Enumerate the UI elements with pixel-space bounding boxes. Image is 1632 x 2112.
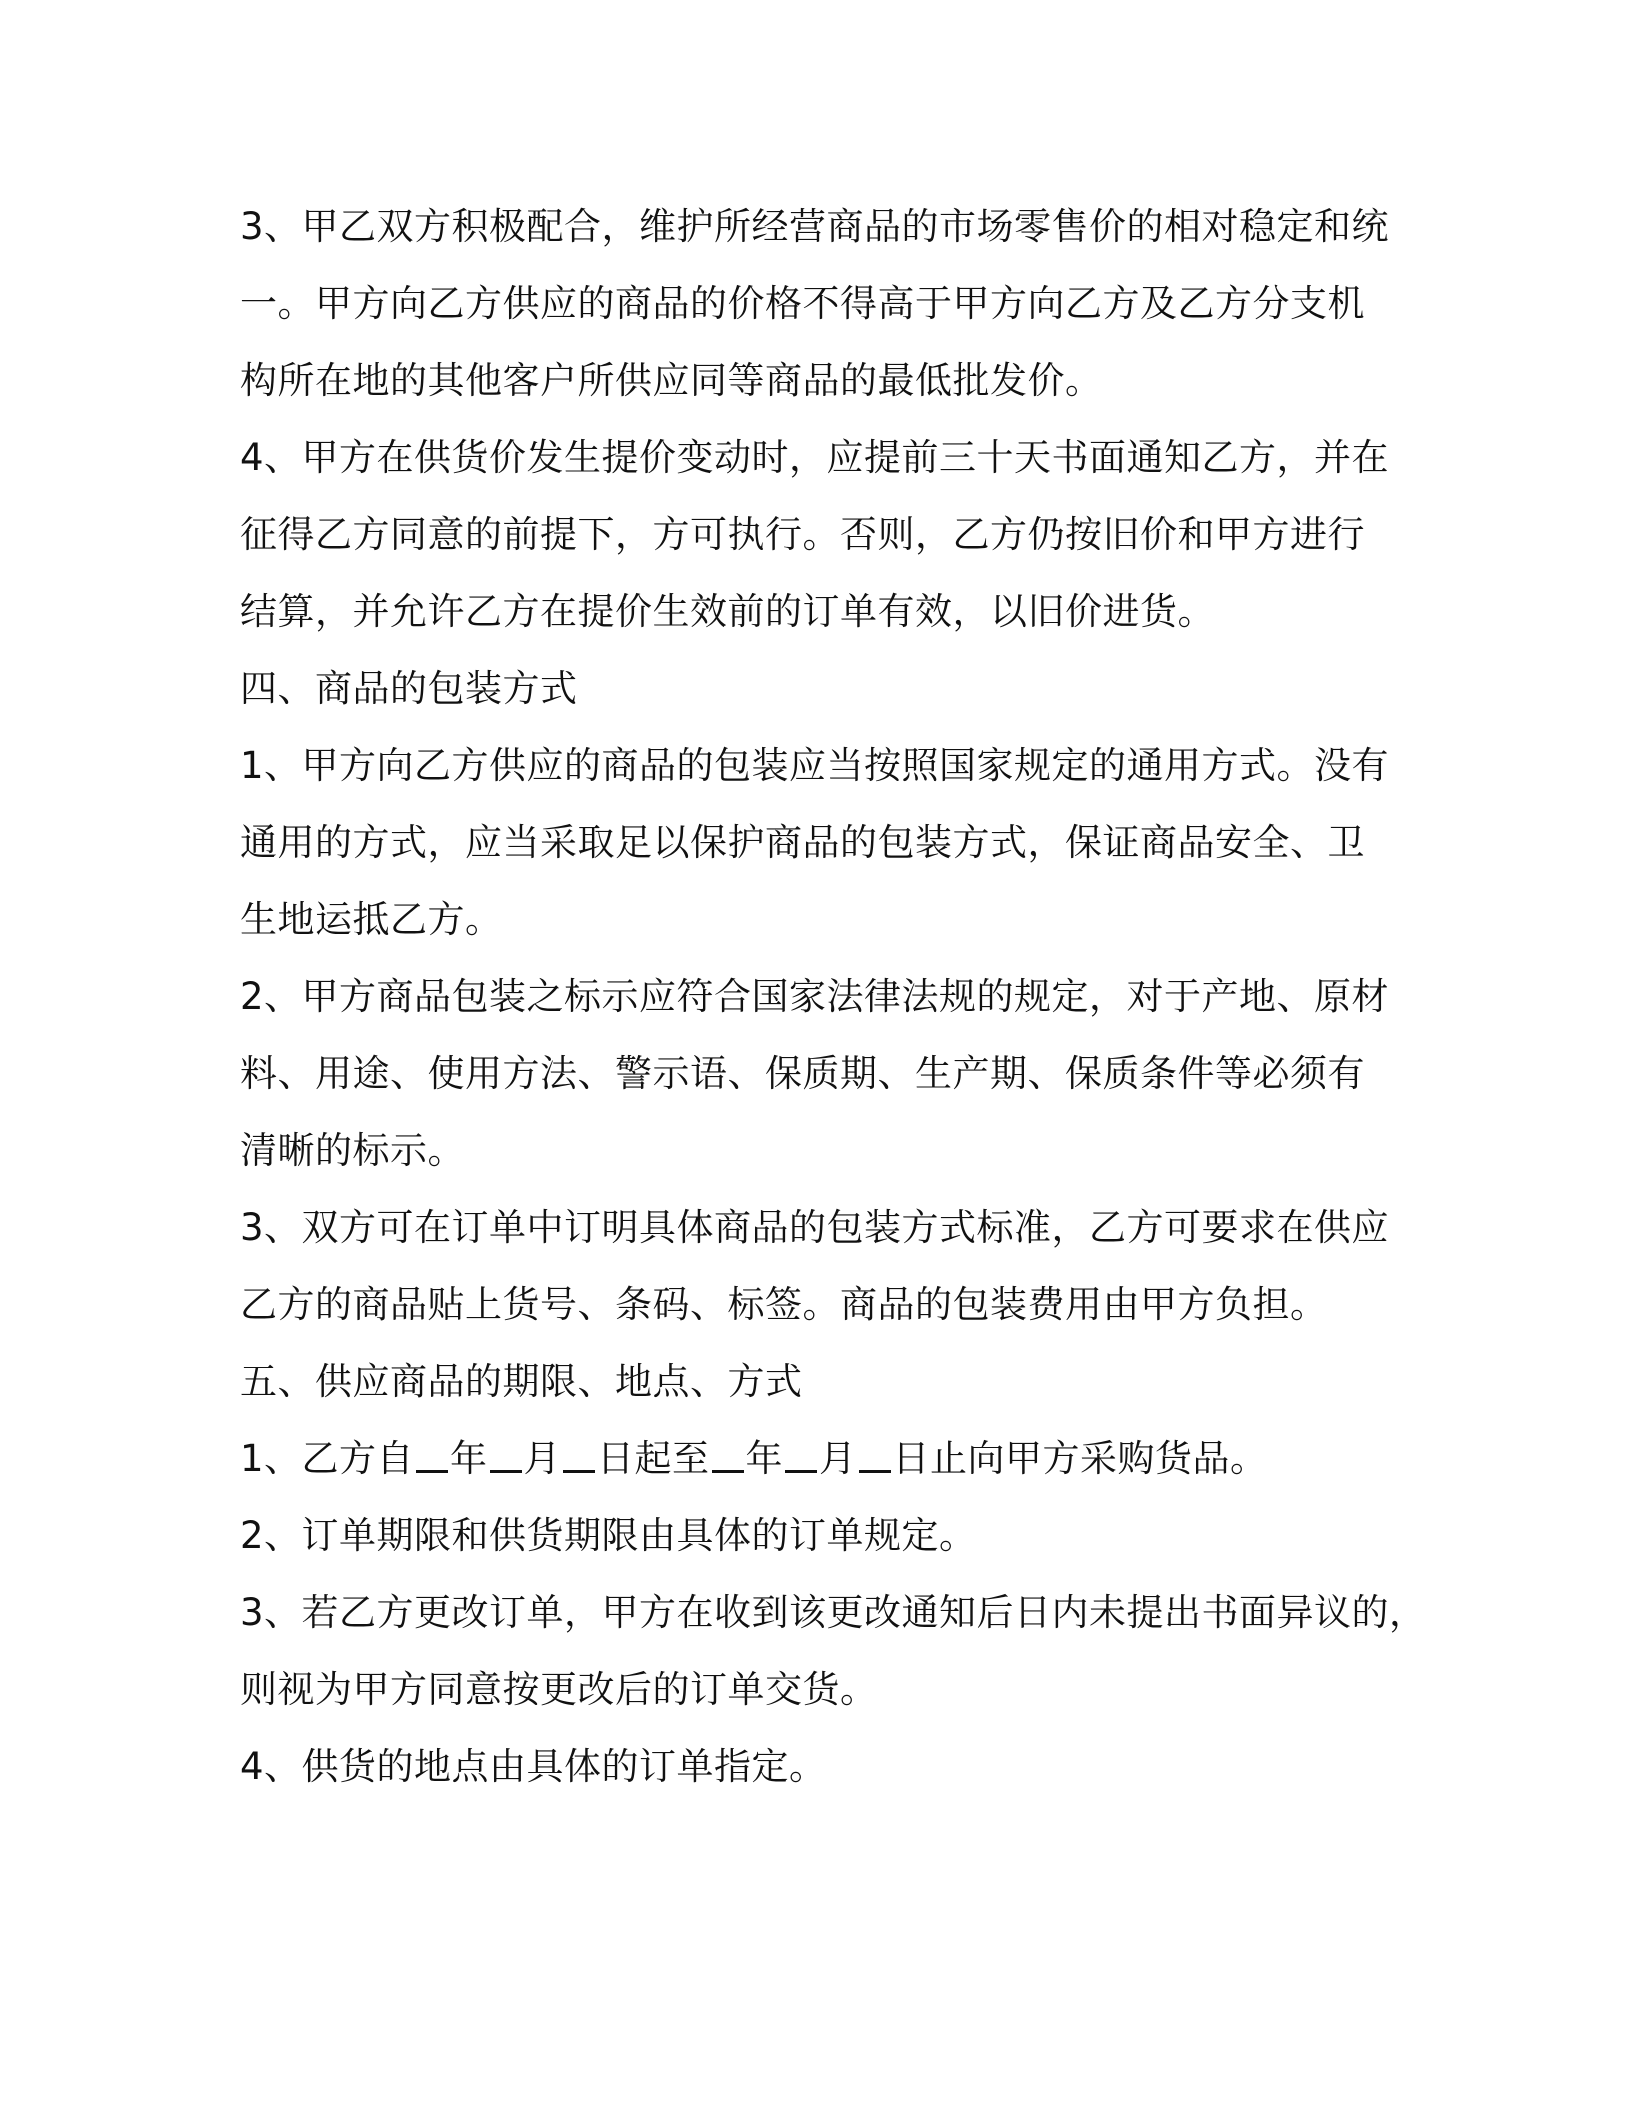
paragraph-line: 乙方的商品贴上货号、条码、标签。商品的包装费用由甲方负担。 [240, 1283, 1328, 1326]
paragraph-line: 4、甲方在供货价发生提价变动时，应提前三十天书面通知乙方，并在 [240, 436, 1390, 479]
paragraph-line: 2、订单期限和供货期限由具体的订单规定。 [240, 1514, 977, 1557]
paragraph-line: 1、甲方向乙方供应的商品的包装应当按照国家规定的通用方式。没有 [240, 744, 1390, 787]
section-heading: 四、商品的包装方式 [240, 667, 578, 710]
date-line-text: 日止向甲方采购货品。 [892, 1437, 1268, 1480]
paragraph-line: 征得乙方同意的前提下，方可执行。否则，乙方仍按旧价和甲方进行 [240, 513, 1365, 556]
paragraph-line: 料、用途、使用方法、警示语、保质期、生产期、保质条件等必须有 [240, 1052, 1365, 1095]
day-blank [563, 1440, 595, 1473]
date-line-text: 月 [523, 1437, 562, 1480]
date-line-text: 1、乙方自 [240, 1437, 415, 1480]
date-line-text: 日起至 [597, 1437, 710, 1480]
month-blank [490, 1440, 522, 1473]
document-body [240, 188, 1427, 1805]
paragraph-line: 则视为甲方同意按更改后的订单交货。 [240, 1668, 878, 1711]
paragraph-line: 2、甲方商品包装之标示应符合国家法律法规的规定，对于产地、原材 [240, 975, 1390, 1018]
paragraph-line: 通用的方式，应当采取足以保护商品的包装方式，保证商品安全、卫 [240, 821, 1365, 864]
date-line-text: 年 [745, 1437, 784, 1480]
paragraph-line: 清晰的标示。 [240, 1129, 465, 1172]
paragraph-line: 构所在地的其他客户所供应同等商品的最低批发价。 [240, 359, 1103, 402]
paragraph-line: 一。甲方向乙方供应的商品的价格不得高于甲方向乙方及乙方分支机 [240, 282, 1365, 325]
day-blank [859, 1440, 891, 1473]
paragraph-line: 3、若乙方更改订单，甲方在收到该更改通知后日内未提出书面异议的， [240, 1591, 1427, 1634]
date-line-text: 月 [819, 1437, 857, 1480]
paragraph-line: 3、双方可在订单中订明具体商品的包装方式标准，乙方可要求在供应 [240, 1206, 1390, 1249]
paragraph-line: 4、供货的地点由具体的订单指定。 [240, 1745, 827, 1788]
paragraph-line: 3、甲乙双方积极配合，维护所经营商品的市场零售价的相对稳定和统 [240, 205, 1390, 248]
month-blank [785, 1440, 817, 1473]
paragraph-line: 生地运抵乙方。 [240, 898, 503, 941]
date-range-line [240, 1420, 1400, 1497]
year-blank [416, 1440, 448, 1473]
date-line-text: 年 [450, 1437, 488, 1480]
year-blank [712, 1440, 744, 1473]
paragraph-line: 结算，并允许乙方在提价生效前的订单有效，以旧价进货。 [240, 590, 1215, 633]
section-heading: 五、供应商品的期限、地点、方式 [240, 1360, 803, 1403]
